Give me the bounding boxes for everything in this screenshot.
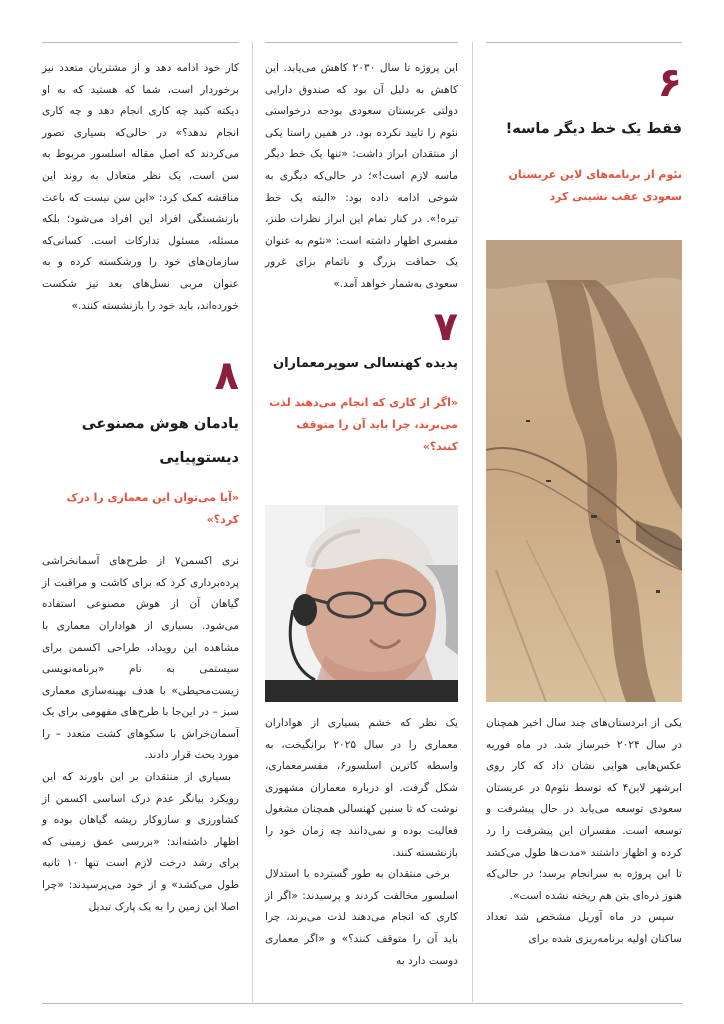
body-paragraph: کار خود ادامه دهد و از مشتریان متعدد نیز برخوردار است، شما که هستید که به او دیکته کنید چه کاری انجام دهد و چه کاری انجام ندهد؟» در حالی‌که بسیاری تصور می‌کردند که اصل مقاله اسلسور مربوط به سن است، یک نظر متعادل به روند این مناقشه کمک کرد: «این سن نیست که باعث بازنشستگی افراد این افراد می‌شود؛ بلکه مسئله، مسئول تدارکات است. کسانی‌که سازمان‌های خود را ورشکسته کرده و به عنوان مربی نسل‌های بعد نیز شکست خورده‌اند، باید خود را بازنشسته کنند.» [42, 62, 239, 312]
section-heading-8-line2: دیستوپیایی [159, 450, 239, 467]
section-subheading-6: نئوم از برنامه‌های لاین عربستان سعودی عقب نشینی کرد [508, 168, 682, 203]
section-heading-6: فقط یک خط دیگر ماسه! [505, 121, 682, 137]
section-subheading-8: «آیا می‌توان این معماری را درک کرد؟» [66, 491, 239, 527]
body-paragraph: این پروژه تا سال ۲۰۳۰ کاهش می‌یابد. این کاهش به دلیل آن بود که صندوق دارایی دولتی عربستان سعودی بودجه درخواستی نئوم را تایید نکرده بود. در همین راستا یکی از منتقدان ابراز داشت: «تنها یک خط دیگر ماسه لازم است!»؛ در حالی‌که دیگری به شوخی ادامه داده بود: «البته یک خط تیره!». در کنار تمام این ابراز نظرات طنز، مفسری اظهار داشته است: «نئوم به عنوان یک حماقت بزرگ و ناتمام برای غرور سعودی به‌شمار خواهد آمد.» [265, 62, 458, 290]
body-paragraph: یک نظر که خشم بسیاری از هواداران معماری را در سال ۲۰۲۵ برانگیخت، به واسطه کاترین اسلسور۶، مفسرمعماری، شکل گرفت. او درباره معماران مشهوری نوشت که تا سنین کهنسالی همچنان مشغول فعالیت بوده و نمی‌دانند چه زمان خود را بازنشسته کنند. [265, 717, 458, 859]
column-divider-left [252, 42, 253, 1002]
body-paragraph: بسیاری از منتقدان بر این باورند که این رویکرد بیانگر عدم درک اساسی اکسمن از کشاورزی و سازوکار ریشه گیاهان بوده و اظهار داشته‌اند: «بررسی عمق زمینی که برای رشد درخت لازم است تنها ۱۰ ثانیه طول می‌کشد» و از خود می‌پرسیدند: «چرا اصلا این زمین را به یک پارک تبدیل [42, 771, 240, 913]
aerial-desert-image [486, 240, 682, 702]
top-rule-middle [265, 42, 458, 43]
section-number-8: ۸ [214, 353, 239, 400]
body-paragraph: یکی از ابردستان‌های چند سال اخیر همچنان در سال ۲۰۲۴ خبرساز شد. در ماه فوریه عکس‌هایی هوایی نشان داد که کار روی ابرشهر لاین۴ که توسط نئوم۵ در عربستان سعودی توسعه می‌یابد در حال پیشرفت و توسعه است. مفسران این پیشرفت را رد کرده و اظهار داشتند «مدت‌ها طول می‌کشد تا این پروژه به سرانجام برسد؛ در حالی‌که هنوز ذره‌ای بتن هم ریخته نشده است». [486, 717, 682, 902]
body-paragraph: سپس در ماه آوریل مشخص شد تعداد ساکنان اولیه برنامه‌ریزی شده برای [486, 911, 682, 945]
body-paragraph: برخی منتقدان به طور گسترده با استدلال اسلسور مخالفت کردند و پرسیدند: «اگر از کاری که انجام می‌دهند لذت می‌برند، چرا باید آن را متوقف کنند؟» و «اگر معماری دوست دارد به [265, 868, 458, 967]
top-rule-right [486, 42, 682, 43]
top-rule-left [42, 42, 239, 43]
bottom-rule [42, 1003, 682, 1004]
column-middle-body [265, 713, 458, 972]
column-right-body [486, 713, 682, 951]
section-number-6: ۶ [657, 60, 682, 106]
portrait-illustration [265, 505, 458, 702]
architect-portrait-image [265, 505, 458, 702]
column-divider-right [472, 42, 473, 1002]
column-right [486, 58, 682, 208]
body-paragraph: نری اکسمن۷ از طرح‌های آسمانخراشی پرده‌برداری کرد که برای کاشت و مراقبت از گیاهان آن از هوش مصنوعی استفاده می‌شود. بسیاری از هواداران معماری با مشاهده این رویداد، طراحی اکسمن برای سیستمی به نام «برنامه‌نویسی زیست‌محیطی» با هدف بهینه‌سازی معماری سبز – در این‌جا با طرح‌های مفهومی برای یک آسمان‌خراش با سکوهای کشت متعدد – را مورد بحث قرار دادند. [42, 555, 239, 762]
section-heading-7: پدیده کهنسالی سوپرمعماران [272, 355, 458, 371]
section-subheading-7: «اگر از کاری که انجام می‌دهند لذت می‌برند، چرا باید آن را متوقف کنند؟» [269, 395, 458, 453]
desert-canyon-illustration [486, 240, 682, 702]
column-middle [265, 58, 458, 458]
section-heading-8-line1: یادمان هوش مصنوعی [81, 416, 239, 433]
column-left [42, 58, 239, 918]
section-number-7: ۷ [433, 303, 458, 350]
